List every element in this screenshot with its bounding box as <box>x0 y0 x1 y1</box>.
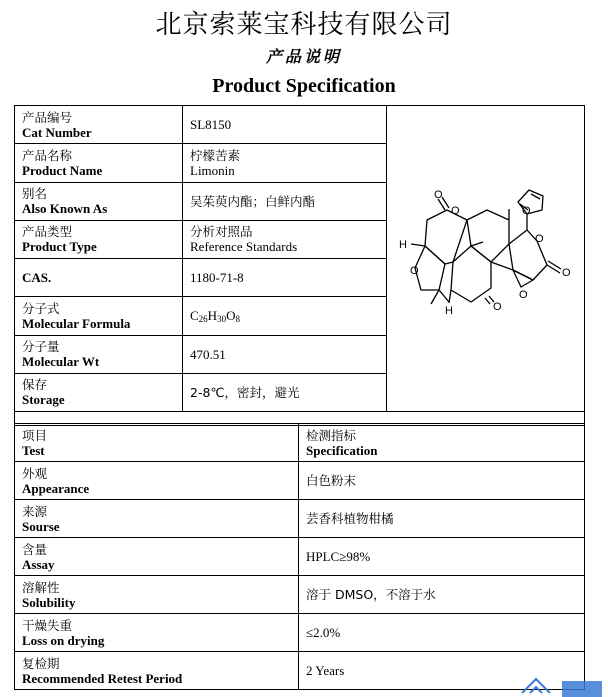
label-en: Assay <box>22 556 55 572</box>
value-cell <box>183 259 387 297</box>
label-cn: 复检期 <box>22 655 60 671</box>
spec-header-cell <box>299 424 585 462</box>
test-row-appearance <box>15 462 585 500</box>
hydrogen-label-1: H <box>399 239 407 251</box>
label-en: Solubility <box>22 594 76 610</box>
value-cell <box>183 182 387 220</box>
label-cn: 外观 <box>22 465 48 481</box>
lactone-oxygen-label: O <box>434 189 443 201</box>
label-cn: 干燥失重 <box>22 617 73 633</box>
label-en: Test <box>22 442 45 458</box>
molecular-weight-value: 470.51 <box>190 346 226 362</box>
label-en: Storage <box>22 392 65 408</box>
label-en: Molecular Formula <box>22 315 131 331</box>
loss-on-drying-value: ≤2.0% <box>306 625 341 640</box>
test-row-source <box>15 500 585 538</box>
value-cell <box>299 576 585 614</box>
value-cell <box>183 373 387 411</box>
label-cell <box>15 652 299 690</box>
tetrahydrofuran-ring <box>415 246 445 290</box>
value-cell <box>299 538 585 576</box>
label-cell <box>15 500 299 538</box>
formula-element: H <box>207 308 218 324</box>
label-cn: 产品编号 <box>22 109 73 125</box>
value-cell <box>299 462 585 500</box>
label-cn: 含量 <box>22 541 48 557</box>
value-cell <box>299 500 585 538</box>
formula-element: O <box>226 308 236 324</box>
formula-subscript: 26 <box>198 314 208 325</box>
watermark-logo-icon <box>516 675 608 697</box>
product-info-table <box>14 105 585 426</box>
test-row-retest-period <box>15 652 585 690</box>
limonin-structure-image <box>387 106 585 406</box>
cas-value: 1180-71-8 <box>190 270 244 286</box>
label-cell <box>15 335 183 373</box>
test-spec-table <box>14 423 585 690</box>
label-en: Specification <box>306 442 378 458</box>
alias-value: 吴茱萸内酯；白鲜内酯 <box>190 193 316 209</box>
formula-subscript: 30 <box>217 314 227 325</box>
company-name: 北京索莱宝科技有限公司 <box>155 10 453 40</box>
test-row-assay <box>15 538 585 576</box>
label-cn: 分子量 <box>22 339 60 355</box>
label-en: Sourse <box>22 518 60 534</box>
epoxide-oxygen-label: O <box>519 289 528 301</box>
value-cell <box>183 144 387 182</box>
formula-element: C <box>190 308 199 324</box>
hydrogen-label-2: H <box>445 305 453 317</box>
label-cell <box>15 373 183 411</box>
label-en: Cat Number <box>22 124 92 140</box>
label-en: Molecular Wt <box>22 354 100 370</box>
structure-cell <box>387 106 585 412</box>
value-cell <box>299 614 585 652</box>
molecular-formula-value <box>190 308 240 323</box>
label-cn: 保存 <box>22 377 48 393</box>
value-cell <box>183 297 387 335</box>
document-title: Product Specification <box>212 75 396 97</box>
label-cell <box>15 576 299 614</box>
label-en: CAS. <box>22 270 52 286</box>
product-name-cn: 柠檬苦素 <box>190 147 241 163</box>
label-en: Also Known As <box>22 201 108 217</box>
ring-oxygen-label: O <box>535 233 544 245</box>
test-row-loss-on-drying <box>15 614 585 652</box>
label-cn: 别名 <box>22 186 48 202</box>
label-en: Recommended Retest Period <box>22 670 183 686</box>
label-en: Loss on drying <box>22 632 105 648</box>
storage-value: 2-8℃，密封，避光 <box>190 384 300 400</box>
label-cell <box>15 462 299 500</box>
test-header-cell <box>15 424 299 462</box>
ring-b <box>451 246 491 302</box>
ether-oxygen-label: O <box>410 265 419 277</box>
source-value: 芸香科植物柑橘 <box>306 511 394 526</box>
label-cn: 产品类型 <box>22 224 73 240</box>
appearance-value: 白色粉末 <box>306 473 357 488</box>
label-cell <box>15 614 299 652</box>
product-name-en: Limonin <box>190 162 235 178</box>
cat-number-value: SL8150 <box>190 117 232 133</box>
document-subtitle: 产品说明 <box>265 47 342 66</box>
label-cn: 来源 <box>22 503 48 519</box>
ring-c <box>467 210 509 262</box>
label-cell <box>15 538 299 576</box>
carbonyl-oxygen-label: O <box>562 267 571 279</box>
label-cn: 检测指标 <box>306 427 357 443</box>
label-en: Product Type <box>22 239 97 255</box>
label-cell <box>15 220 183 258</box>
info-row-cat-number <box>15 106 585 144</box>
value-cell <box>183 106 387 144</box>
label-cell <box>15 259 183 297</box>
value-cell <box>183 220 387 258</box>
solubility-value: 溶于 DMSO，不溶于水 <box>306 587 436 602</box>
assay-value: HPLC≥98% <box>306 549 371 564</box>
label-cn: 分子式 <box>22 300 60 316</box>
label-cell <box>15 106 183 144</box>
formula-subscript: 8 <box>235 314 240 325</box>
label-cell <box>15 182 183 220</box>
label-cn: 产品名称 <box>22 147 73 163</box>
value-cell <box>183 335 387 373</box>
retest-period-value: 2 Years <box>306 663 345 678</box>
furan-oxygen-label: O <box>522 205 531 217</box>
bridge-oxygen-label: O <box>451 205 460 217</box>
product-type-cn: 分析对照品 <box>190 224 253 240</box>
label-en: Appearance <box>22 480 90 496</box>
label-cn: 项目 <box>22 427 48 443</box>
label-cell <box>15 297 183 335</box>
label-cell <box>15 144 183 182</box>
label-en: Product Name <box>22 162 103 178</box>
product-type-en: Reference Standards <box>190 239 298 255</box>
test-row-solubility <box>15 576 585 614</box>
label-cn: 溶解性 <box>22 579 60 595</box>
test-header-row <box>15 424 585 462</box>
ketone-oxygen-label: O <box>493 301 502 313</box>
